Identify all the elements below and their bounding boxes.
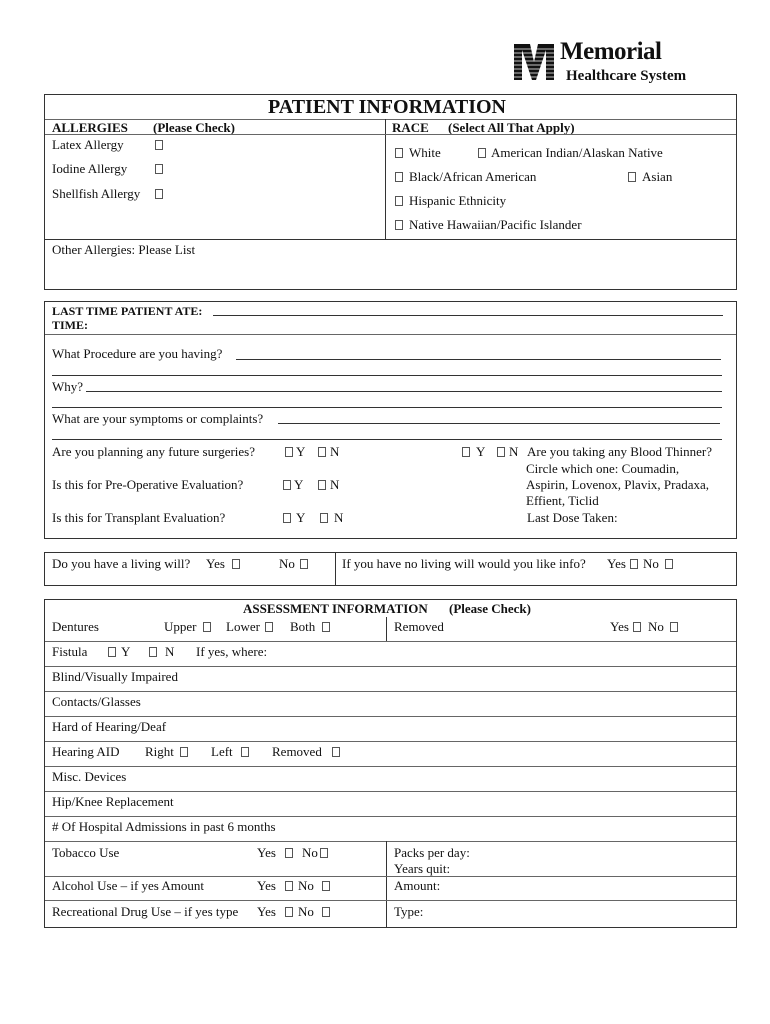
last-ate-label: LAST TIME PATIENT ATE: bbox=[52, 304, 203, 318]
other-allergies-label: Other Allergies: Please List bbox=[52, 242, 196, 257]
dentures-both-label: Both bbox=[290, 619, 316, 634]
alcohol-no-label: No bbox=[298, 878, 314, 893]
pre-op-y-checkbox[interactable] bbox=[283, 480, 291, 490]
race-american-indian-checkbox[interactable] bbox=[478, 148, 486, 158]
pre-op-label: Is this for Pre-Operative Evaluation? bbox=[52, 477, 244, 492]
race-hawaiian-checkbox[interactable] bbox=[395, 220, 403, 230]
hearing-aid-right-checkbox[interactable] bbox=[180, 747, 188, 757]
drug-use-yes-checkbox[interactable] bbox=[285, 907, 293, 917]
future-surgeries-n-label: N bbox=[330, 444, 340, 459]
drug-use-no-checkbox[interactable] bbox=[322, 907, 330, 917]
living-will-yes-checkbox[interactable] bbox=[232, 559, 240, 569]
pre-op-y-label: Y bbox=[294, 477, 304, 492]
dentures-label: Dentures bbox=[52, 619, 99, 634]
logo-subtitle: Healthcare System bbox=[566, 68, 687, 84]
race-asian-label: Asian bbox=[642, 169, 673, 184]
symptoms-field[interactable] bbox=[278, 423, 720, 424]
page-title: PATIENT INFORMATION bbox=[268, 96, 506, 118]
transplant-n-checkbox[interactable] bbox=[320, 513, 328, 523]
fistula-y-checkbox[interactable] bbox=[108, 647, 116, 657]
latex-allergy-label: Latex Allergy bbox=[52, 137, 124, 152]
dentures-removed-no-checkbox[interactable] bbox=[670, 622, 678, 632]
fistula-label: Fistula bbox=[52, 644, 88, 659]
blood-thinner-options-3: Effient, Ticlid bbox=[526, 493, 599, 508]
memorial-logo-icon bbox=[512, 40, 556, 84]
dentures-removed-yes-checkbox[interactable] bbox=[633, 622, 641, 632]
future-surgeries-label: Are you planning any future surgeries? bbox=[52, 444, 256, 459]
fistula-n-checkbox[interactable] bbox=[149, 647, 157, 657]
hearing-aid-right-label: Right bbox=[145, 744, 174, 759]
alcohol-no-checkbox[interactable] bbox=[322, 881, 330, 891]
transplant-y-label: Y bbox=[296, 510, 306, 525]
living-will-question: Do you have a living will? bbox=[52, 556, 191, 571]
iodine-allergy-label: Iodine Allergy bbox=[52, 161, 128, 176]
race-black-checkbox[interactable] bbox=[395, 172, 403, 182]
packs-per-day-label: Packs per day: bbox=[394, 845, 470, 860]
other-allergies-field[interactable] bbox=[46, 258, 735, 288]
race-hawaiian-label: Native Hawaiian/Pacific Islander bbox=[409, 217, 582, 232]
symptoms-label: What are your symptoms or complaints? bbox=[52, 411, 264, 426]
alcohol-yes-checkbox[interactable] bbox=[285, 881, 293, 891]
living-will-info-yes-label: Yes bbox=[607, 556, 626, 571]
living-will-info-yes-checkbox[interactable] bbox=[630, 559, 638, 569]
race-hispanic-label: Hispanic Ethnicity bbox=[409, 193, 507, 208]
transplant-y-checkbox[interactable] bbox=[283, 513, 291, 523]
drug-use-no-label: No bbox=[298, 904, 314, 919]
dentures-lower-label: Lower bbox=[226, 619, 260, 634]
fistula-y-label: Y bbox=[121, 644, 131, 659]
dentures-both-checkbox[interactable] bbox=[322, 622, 330, 632]
living-will-yes-label: Yes bbox=[206, 556, 225, 571]
race-white-checkbox[interactable] bbox=[395, 148, 403, 158]
hearing-aid-left-label: Left bbox=[211, 744, 233, 759]
procedure-label: What Procedure are you having? bbox=[52, 346, 223, 361]
drug-use-yes-label: Yes bbox=[257, 904, 276, 919]
dentures-removed-yes-label: Yes bbox=[610, 619, 629, 634]
pre-op-n-label: N bbox=[330, 477, 340, 492]
race-hispanic-checkbox[interactable] bbox=[395, 196, 403, 206]
misc-devices-label: Misc. Devices bbox=[52, 769, 127, 784]
procedure-field[interactable] bbox=[236, 359, 721, 360]
hearing-aid-label: Hearing AID bbox=[52, 744, 120, 759]
allergies-header: ALLERGIES bbox=[52, 120, 128, 135]
transplant-n-label: N bbox=[334, 510, 344, 525]
hip-knee-label: Hip/Knee Replacement bbox=[52, 794, 174, 809]
years-quit-label: Years quit: bbox=[394, 861, 451, 876]
hearing-aid-removed-checkbox[interactable] bbox=[332, 747, 340, 757]
blood-thinner-y-label: Y bbox=[476, 444, 486, 459]
living-will-no-checkbox[interactable] bbox=[300, 559, 308, 569]
tobacco-yes-checkbox[interactable] bbox=[285, 848, 293, 858]
admissions-label: # Of Hospital Admissions in past 6 months bbox=[52, 819, 276, 834]
dentures-removed-label: Removed bbox=[394, 619, 444, 634]
last-dose-label: Last Dose Taken: bbox=[527, 510, 618, 525]
dentures-removed-no-label: No bbox=[648, 619, 664, 634]
tobacco-no-label: No bbox=[302, 845, 318, 860]
time-label: TIME: bbox=[52, 318, 88, 332]
alcohol-label: Alcohol Use – if yes Amount bbox=[52, 878, 205, 893]
contacts-label: Contacts/Glasses bbox=[52, 694, 141, 709]
alcohol-amount-label: Amount: bbox=[394, 878, 441, 893]
why-field[interactable] bbox=[86, 391, 722, 392]
blind-label: Blind/Visually Impaired bbox=[52, 669, 178, 684]
race-american-indian-label: American Indian/Alaskan Native bbox=[491, 145, 663, 160]
tobacco-label: Tobacco Use bbox=[52, 845, 120, 860]
dentures-upper-label: Upper bbox=[164, 619, 197, 634]
blood-thinner-options-2: Aspirin, Lovenox, Plavix, Pradaxa, bbox=[526, 477, 710, 492]
blood-thinner-y-checkbox[interactable] bbox=[462, 447, 470, 457]
allergies-instruction: (Please Check) bbox=[153, 120, 235, 135]
living-will-info-no-checkbox[interactable] bbox=[665, 559, 673, 569]
fistula-where-label: If yes, where: bbox=[196, 644, 268, 659]
fistula-n-label: N bbox=[165, 644, 175, 659]
assessment-header: ASSESSMENT INFORMATION bbox=[243, 601, 428, 616]
tobacco-no-checkbox[interactable] bbox=[320, 848, 328, 858]
drug-use-type-label: Type: bbox=[394, 904, 424, 919]
hearing-aid-left-checkbox[interactable] bbox=[241, 747, 249, 757]
race-white-label: White bbox=[409, 145, 441, 160]
transplant-label: Is this for Transplant Evaluation? bbox=[52, 510, 226, 525]
dentures-lower-checkbox[interactable] bbox=[265, 622, 273, 632]
latex-allergy-checkbox[interactable] bbox=[155, 140, 163, 150]
living-will-no-label: No bbox=[279, 556, 295, 571]
hard-of-hearing-label: Hard of Hearing/Deaf bbox=[52, 719, 167, 734]
assessment-instruction: (Please Check) bbox=[449, 601, 531, 616]
blood-thinner-n-checkbox[interactable] bbox=[497, 447, 505, 457]
race-header: RACE bbox=[392, 120, 429, 135]
race-asian-checkbox[interactable] bbox=[628, 172, 636, 182]
future-surgeries-y-checkbox[interactable] bbox=[285, 447, 293, 457]
iodine-allergy-checkbox[interactable] bbox=[155, 164, 163, 174]
shellfish-allergy-label: Shellfish Allergy bbox=[52, 186, 141, 201]
dentures-upper-checkbox[interactable] bbox=[203, 622, 211, 632]
race-black-label: Black/African American bbox=[409, 169, 537, 184]
hearing-aid-removed-label: Removed bbox=[272, 744, 322, 759]
blood-thinner-question: Are you taking any Blood Thinner? bbox=[527, 444, 712, 459]
living-will-info-question: If you have no living will would you like info? bbox=[342, 556, 586, 571]
race-instruction: (Select All That Apply) bbox=[448, 120, 575, 135]
future-surgeries-n-checkbox[interactable] bbox=[318, 447, 326, 457]
alcohol-yes-label: Yes bbox=[257, 878, 276, 893]
drug-use-label: Recreational Drug Use – if yes type bbox=[52, 904, 239, 919]
future-surgeries-y-label: Y bbox=[296, 444, 306, 459]
blood-thinner-options-1: Circle which one: Coumadin, bbox=[526, 461, 680, 476]
logo-name: Memorial bbox=[560, 38, 662, 65]
last-ate-field[interactable] bbox=[213, 315, 723, 316]
why-label: Why? bbox=[52, 379, 84, 394]
pre-op-n-checkbox[interactable] bbox=[318, 480, 326, 490]
blood-thinner-n-label: N bbox=[509, 444, 519, 459]
tobacco-yes-label: Yes bbox=[257, 845, 276, 860]
living-will-info-no-label: No bbox=[643, 556, 659, 571]
shellfish-allergy-checkbox[interactable] bbox=[155, 189, 163, 199]
